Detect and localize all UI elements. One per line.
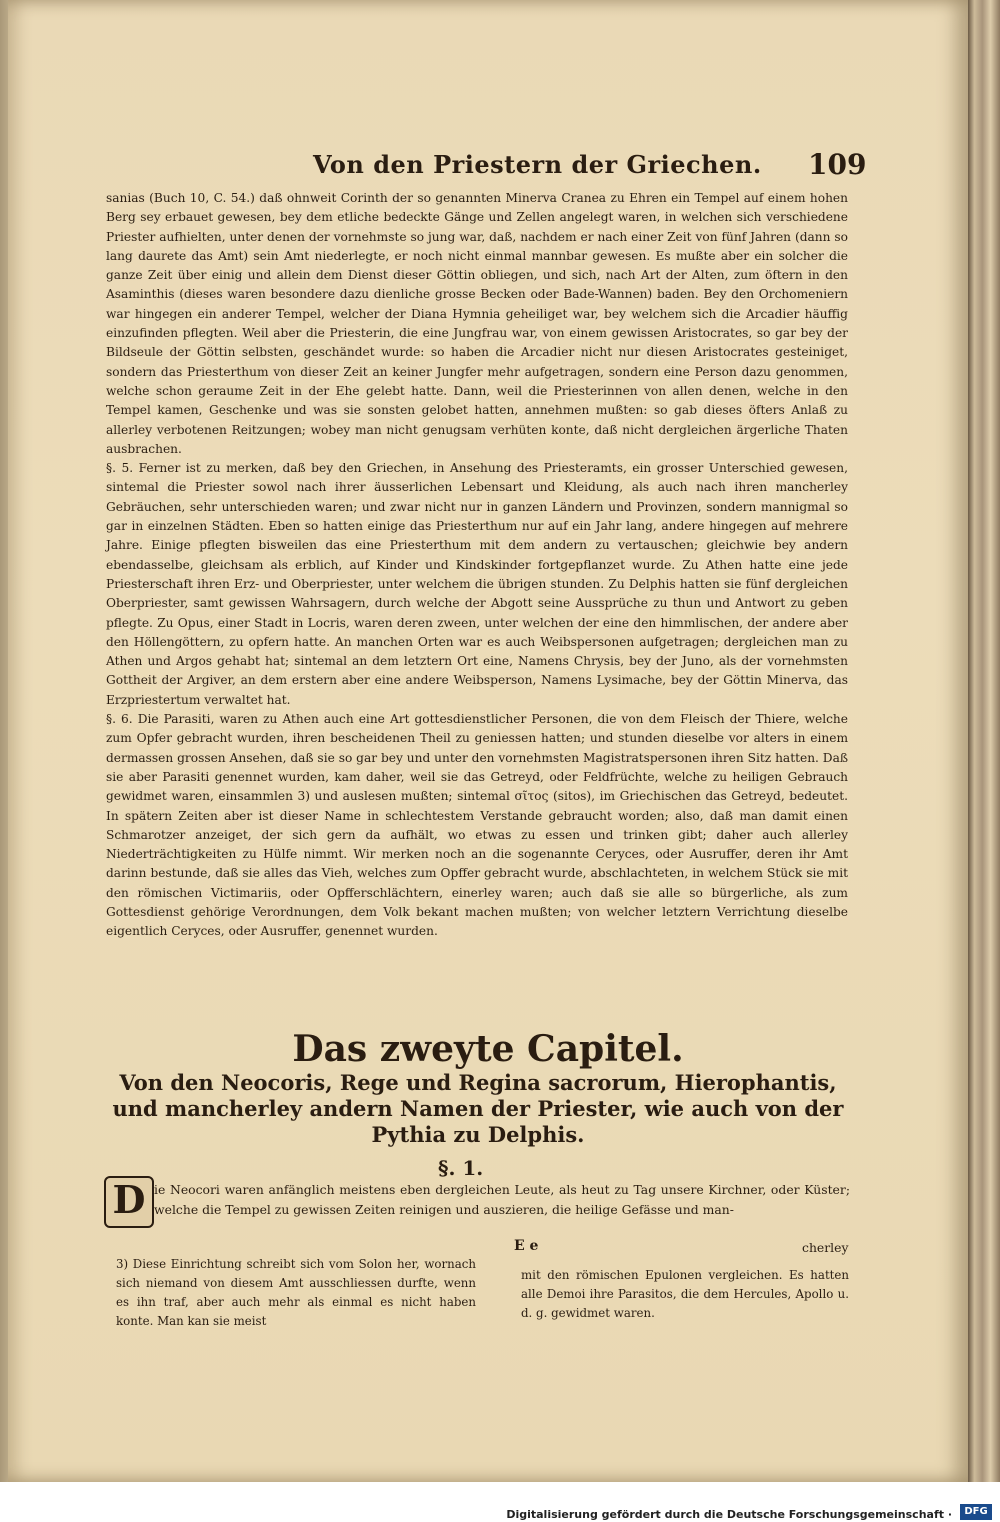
paragraph-2: §. 5. Ferner ist zu merken, daß bey den Griechen, in Ansehung des Priesteramts, ein grosser Unterschied gewesen, sintemal die Priester sowol nach ihrer äusserlichen Lebensart und Kleidung, als auch nach ihren mancherley Gebräuchen, sehr unterschieden waren; und zwar nicht nur in ganzen Ländern und Provinzen, sondern mannigmal so gar in einzelnen Städten. Eben so hatten einige das Priesterthum nur auf ein Jahr lang, andere hingegen auf mehrere Jahre. Einige pflegten bisweilen das eine Priesterthum mit dem andern zu vertauschen; gleichwie bey andern ebendasselbe, gleichsam als erblich, auf Kinder und Kindskinder fortgepflanzet wurde. Zu Athen hatte eine jede Priesterschaft ihren Erz- und Oberpriester, unter welchem die übrigen stunden. Zu Delphis hatten sie fünf dergleichen Oberpriester, samt gewissen Wahrsagern, durch welche der Abgott seine Aussprüche zu thun und Antwort zu geben pflegte. Zu Opus, einer Stadt in Locris, waren deren zween, unter welchen der eine den himmlischen, der andere aber den Höllengöttern, zu opfern hatte. An manchen Orten war es auch Weibspersonen aufgetragen; dergleichen man zu Athen und Argos gehabt hat; sintemal an dem letztern Ort eine, Namens Chrysis, bey der Juno, als der vornehmsten Gottheit der Argiver, an dem erstern aber eine andere Weibsperson, Namens Lysimache, bey der Göttin Minerva, das Erzpriestertum verwaltet hat. — [106, 461, 848, 707]
footnote-right: mit den römischen Epulonen vergleichen. Es hatten alle Demoi ihre Parasitos, die dem Hercules, Apollo u. d. g. gewidmet waren. — [521, 1268, 849, 1320]
running-head: Von den Priestern der Griechen. — [313, 150, 762, 179]
chapter-title: Das zweyte Capitel. — [292, 1028, 684, 1070]
page-edges — [968, 0, 1000, 1482]
paragraph-1: sanias (Buch 10, C. 54.) daß ohnweit Corinth der so genannten Minerva Cranea zu Ehren ein Tempel auf einem hohen Berg sey erbauet gewesen, bey dem etliche bedeckte Gänge und Zellen angelegt waren, in welchen sich verschiedene Priester aufhielten, unter denen der vornehmste so jung war, daß, nachdem er nach einer Zeit von fünf Jahren (dann so lang daurete das Amt) sein Amt niederlegte, er noch nicht einmal mannbar gewesen. Es mußte aber ein solcher die ganze Zeit über einig und allein dem Dienst dieser Göttin obliegen, und sich, nach Art der Alten, zum öftern in den Asaminthis (dieses waren besondere dazu dienliche grosse Becken oder Bade-Wannen) baden. Bey den Orchomeniern war hingegen ein anderer Tempel, welcher der Diana Hymnia geheiliget war, bey welchem sich die Arcadier häuffig einzufinden pflegten. Weil aber die Priesterin, die eine Jungfrau war, von einem gewissen Aristocrates, so gar bey der Bildseule der Göttin selbsten, geschändet wurde: so haben die Arcadier nicht nur diesen Aristocrates gesteiniget, sondern das Priesterthum von dieser Zeit an keiner Jungfer mehr aufgetragen, sondern eine Person dazu genommen, welche schon geraume Zeit in der Ehe gelebt hatte. Dann, weil die Priesterinnen von allen denen, welche in den Tempel kamen, Geschenke und was sie sonsten gelobet hatten, annehmen mußten: so gab dieses öfters Anlaß zu allerley verbotenen Reitzungen; wobey man nicht genugsam verhüten konte, daß nicht dergleichen ärgerliche Thaten ausbrachen. — [106, 191, 848, 456]
section-1-text: ie Neocori waren anfänglich meistens eben dergleichen Leute, als heut zu Tag unsere Kirchner, oder Küster; welche die Tempel zu gewissen Zeiten reinigen und auszieren, die heilige Gefässe und man- — [154, 1182, 850, 1217]
book-page — [8, 0, 970, 1482]
body-text — [106, 189, 848, 942]
funding-credit: Digitalisierung gefördert durch die Deutsche Forschungsgemeinschaft · — [506, 1508, 952, 1521]
signature-mark: E e — [514, 1238, 539, 1254]
paragraph-3: §. 6. Die Parasiti, waren zu Athen auch eine Art gottesdienstlicher Personen, die von dem Fleisch der Thiere, welche zum Opfer gebracht wurden, ihren bescheidenen Theil zu geniessen hatten; und stunden dieselbe vor alters in einem dermassen grossen Ansehen, daß sie so gar bey und unter den vornehmsten Magistratspersonen ihren Sitz hatten. Daß sie aber Parasiti genennet wurden, kam daher, weil sie das Getreyd, oder Feldfrüchte, welche zu heiligen Gebrauch gewidmet waren, einsammlen 3) und auslesen mußten; sintemal σῖτος (sitos), im Griechischen das Getreyd, bedeutet. In spätern Zeiten aber ist dieser Name in schlechtestem Verstande gebraucht worden; also, daß man damit einen Schmarotzer anzeiget, der sich gern da aufhält, wo etwas zu essen und trinken gibt; daher auch allerley Niederträchtigkeiten zu Hülfe nimmt. Wir merken noch an die sogenannte Ceryces, oder Ausruffer, deren ihr Amt darinn bestunde, daß sie alles das Vieh, welches zum Opffer gebracht wurde, abschlachteten, in welchem Stück sie mit den römischen Victimariis, oder Opfferschlächtern, einerley waren; auch daß sie alle so bürgerliche, als zum Gottesdienst gehörige Verordnungen, dem Volk bekant machen mußten; von welcher letztern Verrichtung dieselbe eigentlich Ceryces, oder Ausruffer, genennet wurden. — [106, 712, 848, 939]
dfg-logo: DFG — [960, 1504, 992, 1520]
chapter-subtitle: Von den Neocoris, Rege und Regina sacrorum, Hierophantis, und mancherley andern Namen der Priester, wie auch von der Pythia zu Delphis. — [112, 1070, 844, 1147]
page-number: 109 — [808, 148, 867, 181]
section-mark: §. 1. — [438, 1156, 484, 1180]
dropcap-initial: D — [104, 1176, 154, 1228]
catchword: cherley — [802, 1240, 849, 1255]
footnote-left: 3) Diese Einrichtung schreibt sich vom Solon her, wornach sich niemand von diesem Amt ausschliessen durfte, wenn es ihn traf, aber auch mehr als einmal es nicht haben konte. Man kan sie meist — [116, 1257, 476, 1328]
